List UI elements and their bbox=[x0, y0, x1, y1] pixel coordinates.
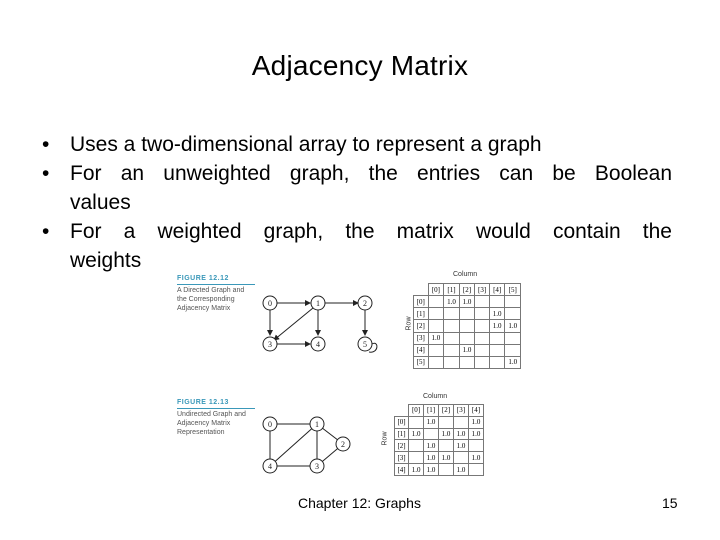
corner-cell bbox=[395, 405, 409, 417]
row-header: [1] bbox=[414, 308, 429, 320]
column-header: [2] bbox=[439, 405, 454, 417]
column-header: [1] bbox=[444, 284, 460, 296]
table-row bbox=[414, 320, 521, 332]
edge bbox=[270, 424, 317, 466]
matrix-cell: 1.0 bbox=[453, 440, 468, 452]
node-label: 2 bbox=[363, 299, 367, 308]
matrix-cell bbox=[444, 320, 460, 332]
matrix-cell bbox=[505, 332, 521, 344]
bullet-dot-icon: • bbox=[42, 133, 50, 156]
matrix-cell bbox=[444, 344, 460, 356]
matrix-cell: 1.0 bbox=[453, 464, 468, 476]
matrix-cell bbox=[475, 320, 490, 332]
matrix-cell bbox=[459, 308, 475, 320]
matrix-cell: 1.0 bbox=[468, 428, 483, 440]
matrix-cell bbox=[475, 356, 490, 368]
matrix-cell bbox=[489, 344, 505, 356]
matrix-cell bbox=[444, 308, 460, 320]
matrix-cell bbox=[439, 416, 454, 428]
figure-caption bbox=[177, 398, 255, 437]
row-header: [4] bbox=[414, 344, 429, 356]
bullet-dot-icon: • bbox=[42, 162, 50, 185]
matrix-cell bbox=[439, 440, 454, 452]
matrix-cell: 1.0 bbox=[459, 344, 475, 356]
matrix-cell bbox=[475, 332, 490, 344]
table-header-row bbox=[414, 284, 521, 296]
node-label: 3 bbox=[268, 340, 272, 349]
matrix-cell bbox=[468, 440, 483, 452]
row-header: [4] bbox=[395, 464, 409, 476]
row-header: [1] bbox=[395, 428, 409, 440]
table-row bbox=[414, 296, 521, 308]
adjacency-matrix-table bbox=[413, 283, 521, 369]
matrix-cell bbox=[489, 296, 505, 308]
matrix-cell bbox=[409, 452, 424, 464]
matrix-cell bbox=[439, 464, 454, 476]
node-label: 1 bbox=[315, 420, 319, 429]
row-header: [2] bbox=[414, 320, 429, 332]
table-row bbox=[395, 452, 484, 464]
adjacency-matrix-table bbox=[394, 404, 484, 476]
bullet-item bbox=[42, 217, 672, 275]
figure-number: FIGURE 12.12 bbox=[177, 274, 255, 285]
node-label: 2 bbox=[341, 440, 345, 449]
row-header: [0] bbox=[414, 296, 429, 308]
matrix-cell bbox=[505, 296, 521, 308]
figure-caption bbox=[177, 274, 255, 313]
column-header: [3] bbox=[453, 405, 468, 417]
matrix-cell: 1.0 bbox=[468, 452, 483, 464]
matrix-cell: 1.0 bbox=[444, 296, 460, 308]
table-row bbox=[395, 464, 484, 476]
table-row bbox=[395, 440, 484, 452]
matrix-cell bbox=[505, 308, 521, 320]
matrix-cell bbox=[428, 320, 444, 332]
matrix-cell: 1.0 bbox=[489, 308, 505, 320]
matrix-cell: 1.0 bbox=[453, 428, 468, 440]
matrix-cell bbox=[444, 356, 460, 368]
matrix-cell: 1.0 bbox=[439, 452, 454, 464]
matrix-cell: 1.0 bbox=[439, 428, 454, 440]
row-header: [5] bbox=[414, 356, 429, 368]
bullet-item bbox=[42, 130, 672, 159]
matrix-cell bbox=[428, 308, 444, 320]
matrix-cell: 1.0 bbox=[505, 356, 521, 368]
column-header: [5] bbox=[505, 284, 521, 296]
bullet-text: Uses a two-dimensional array to represent a graph bbox=[70, 133, 542, 156]
page-number: 15 bbox=[662, 495, 678, 511]
table-header-row bbox=[395, 405, 484, 417]
column-header: [0] bbox=[409, 405, 424, 417]
matrix-cell bbox=[428, 356, 444, 368]
table-row bbox=[414, 332, 521, 344]
directed-graph-diagram bbox=[255, 290, 380, 360]
corner-cell bbox=[414, 284, 429, 296]
matrix-cell: 1.0 bbox=[424, 452, 439, 464]
matrix-cell bbox=[424, 428, 439, 440]
matrix-cell: 1.0 bbox=[489, 320, 505, 332]
bullet-dot-icon: • bbox=[42, 220, 50, 243]
column-label: Column bbox=[453, 271, 478, 278]
matrix-cell bbox=[475, 308, 490, 320]
column-header: [1] bbox=[424, 405, 439, 417]
row-header: [0] bbox=[395, 416, 409, 428]
column-header: [4] bbox=[468, 405, 483, 417]
node-label: 4 bbox=[268, 462, 272, 471]
slide-title: Adjacency Matrix bbox=[251, 50, 469, 81]
matrix-cell bbox=[475, 296, 490, 308]
matrix-cell bbox=[444, 332, 460, 344]
bullet-text-continuation: weights bbox=[70, 249, 142, 272]
matrix-cell bbox=[489, 356, 505, 368]
matrix-cell bbox=[453, 416, 468, 428]
table-row bbox=[395, 428, 484, 440]
bullet-item bbox=[42, 159, 672, 217]
undirected-graph-diagram bbox=[255, 414, 355, 476]
node-label: 1 bbox=[316, 299, 320, 308]
matrix-cell: 1.0 bbox=[424, 416, 439, 428]
column-header: [2] bbox=[459, 284, 475, 296]
matrix-cell bbox=[489, 332, 505, 344]
column-header: [4] bbox=[489, 284, 505, 296]
node-label: 0 bbox=[268, 420, 272, 429]
table-row bbox=[414, 344, 521, 356]
matrix-cell: 1.0 bbox=[424, 464, 439, 476]
table-row bbox=[414, 308, 521, 320]
column-header: [0] bbox=[428, 284, 444, 296]
column-label: Column bbox=[423, 393, 448, 400]
figure-caption-text: A Directed Graph and the Corresponding Adjacency Matrix bbox=[177, 287, 245, 312]
matrix-cell bbox=[459, 320, 475, 332]
row-header: [3] bbox=[395, 452, 409, 464]
figure-number: FIGURE 12.13 bbox=[177, 398, 255, 409]
node-label: 5 bbox=[363, 340, 367, 349]
row-label: Row bbox=[405, 316, 413, 331]
matrix-cell: 1.0 bbox=[409, 428, 424, 440]
matrix-cell: 1.0 bbox=[505, 320, 521, 332]
matrix-cell bbox=[453, 452, 468, 464]
matrix-cell: 1.0 bbox=[424, 440, 439, 452]
matrix-cell: 1.0 bbox=[468, 416, 483, 428]
node-label: 0 bbox=[268, 299, 272, 308]
edge bbox=[274, 308, 313, 340]
matrix-cell: 1.0 bbox=[428, 332, 444, 344]
matrix-cell bbox=[459, 356, 475, 368]
bullet-text: For a weighted graph, the matrix would contain the bbox=[70, 220, 672, 243]
matrix-cell bbox=[409, 440, 424, 452]
matrix-cell bbox=[468, 464, 483, 476]
figure-caption-text: Undirected Graph and Adjacency Matrix Representation bbox=[177, 411, 246, 436]
matrix-cell: 1.0 bbox=[459, 296, 475, 308]
footer-chapter-title: Chapter 12: Graphs bbox=[298, 495, 421, 511]
bullet-text-continuation: values bbox=[70, 191, 131, 214]
table-row bbox=[395, 416, 484, 428]
matrix-cell bbox=[505, 344, 521, 356]
node-label: 3 bbox=[315, 462, 319, 471]
matrix-cell bbox=[409, 416, 424, 428]
matrix-cell bbox=[475, 344, 490, 356]
node-label: 4 bbox=[316, 340, 320, 349]
matrix-cell bbox=[428, 296, 444, 308]
row-header: [3] bbox=[414, 332, 429, 344]
row-header: [2] bbox=[395, 440, 409, 452]
matrix-cell: 1.0 bbox=[409, 464, 424, 476]
matrix-cell bbox=[428, 344, 444, 356]
bullet-text: For an unweighted graph, the entries can be Boolean bbox=[70, 162, 672, 185]
row-label: Row bbox=[381, 431, 389, 446]
column-header: [3] bbox=[475, 284, 490, 296]
matrix-cell bbox=[459, 332, 475, 344]
bullet-list bbox=[42, 130, 672, 275]
table-row bbox=[414, 356, 521, 368]
